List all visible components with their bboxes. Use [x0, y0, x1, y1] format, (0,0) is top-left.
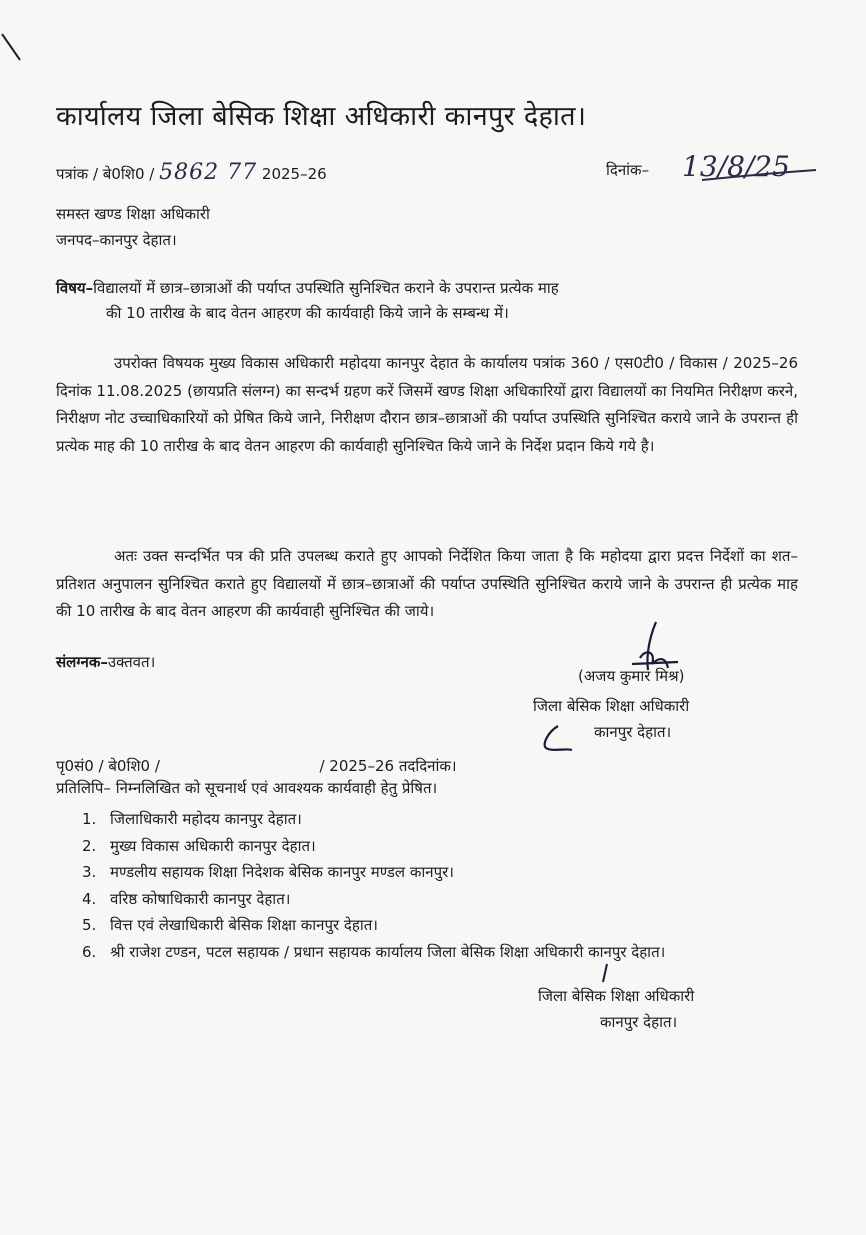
- corner-mark: [0, 30, 24, 64]
- copy-signatory-location: कानपुर देहात।: [600, 1013, 678, 1031]
- date-label: दिनांक–: [606, 161, 650, 179]
- endorsement-ref-prefix: पृ0सं0 / बे0शि0 /: [56, 757, 160, 775]
- list-item: 4. वरिष्ठ कोषाधिकारी कानपुर देहात।: [82, 889, 291, 908]
- enclosure-value: उक्तवत।: [107, 653, 156, 671]
- signatory-location: कानपुर देहात।: [594, 723, 672, 741]
- copy-intro: प्रतिलिपि– निम्नलिखित को सूचनार्थ एवं आवश्यक कार्यवाही हेतु प्रेषित।: [56, 779, 438, 797]
- subject-line-1: विद्यालयों में छात्र–छात्राओं की पर्याप्त उपस्थिति सुनिश्चित कराने के उपरान्त प्रत्येक माह: [93, 279, 559, 297]
- endorsement-ref-suffix: / 2025–26 तददिनांक।: [319, 757, 457, 775]
- copy-list: [82, 806, 782, 965]
- signatory-designation: जिला बेसिक शिक्षा अधिकारी: [533, 697, 690, 715]
- subject-label: विषय–: [56, 279, 94, 297]
- enclosure: [56, 652, 155, 672]
- ref-number-handwritten: 5862 77: [159, 160, 258, 185]
- initial-mark: [536, 722, 576, 754]
- list-item: 1. जिलाधिकारी महोदय कानपुर देहात।: [82, 810, 302, 828]
- subject-line-2: की 10 तारीख के बाद वेतन आहरण की कार्यवाही किये जाने के सम्बन्ध में।: [106, 304, 509, 322]
- copy-signatory-designation: जिला बेसिक शिक्षा अधिकारी: [538, 987, 695, 1005]
- endorsement-ref: [56, 756, 457, 776]
- ref-prefix: पत्रांक / बे0शि0 /: [56, 165, 155, 183]
- list-item: 5. वित्त एवं लेखाधिकारी बेसिक शिक्षा कानपुर देहात।: [82, 916, 378, 934]
- subject: [56, 276, 816, 326]
- enclosure-label: संलग्नक–: [56, 653, 108, 671]
- signatory-name: (अजय कुमार मिश्र): [578, 667, 685, 685]
- recipient-line-1: समस्त खण्ड शिक्षा अधिकारी: [56, 205, 210, 223]
- recipient-line-2: जनपद–कानपुर देहात।: [56, 231, 177, 249]
- reference-line: [56, 160, 327, 185]
- body-paragraph-1: उपरोक्त विषयक मुख्य विकास अधिकारी महोदया कानपुर देहात के कार्यालय पत्रांक 360 / एस0टी0 / विकास / 2025–26 दिनांक 11.08.2025 (छायप्रति संलग्न) का सन्दर्भ ग्रहण करें जिसमें खण्ड शिक्षा अधिकारियों द्वारा विद्यालयों का नियमित निरीक्षण करने, निरीक्षण नोट उच्चाधिकारियों को प्रेषित किये जाने, निरीक्षण दौरान छात्र–छात्राओं की पर्याप्त उपस्थिति सुनिश्चित कराये जाने के उपरान्त ही प्रत्येक माह की 10 तारीख के बाद वेतन आहरण की कार्यवाही सुनिश्चित किये जाने के निर्देश प्रदान किये गये है।: [56, 354, 798, 455]
- ref-year: 2025–26: [261, 165, 327, 183]
- list-item: 6. श्री राजेश टण्डन, पटल सहायक / प्रधान सहायक कार्यालय जिला बेसिक शिक्षा अधिकारी कानपुर देहात।: [82, 942, 666, 961]
- list-item: 3. मण्डलीय सहायक शिक्षा निदेशक बेसिक कानपुर मण्डल कानपुर।: [82, 863, 454, 881]
- body-paragraph-2: अतः उक्त सन्दर्भित पत्र की प्रति उपलब्ध कराते हुए आपको निर्देशित किया जाता है कि महोदया द्वारा प्रदत्त निर्देशों का शत–प्रतिशत अनुपालन सुनिश्चित कराते हुए विद्यालयों में छात्र–छात्राओं की पर्याप्त उपस्थिति सुनिश्चित कराये जाने के उपरान्त ही प्रत्येक माह की 10 तारीख के बाद वेतन आहरण की कार्यवाही सुनिश्चित की जाये।: [56, 547, 798, 620]
- date-handwritten: 13/8/25: [682, 150, 790, 183]
- office-title: कार्यालय जिला बेसिक शिक्षा अधिकारी कानपुर देहात।: [56, 101, 587, 132]
- date-underline: [700, 168, 820, 184]
- tick-mark: [598, 962, 612, 984]
- list-item: 2. मुख्य विकास अधिकारी कानपुर देहात।: [82, 836, 316, 855]
